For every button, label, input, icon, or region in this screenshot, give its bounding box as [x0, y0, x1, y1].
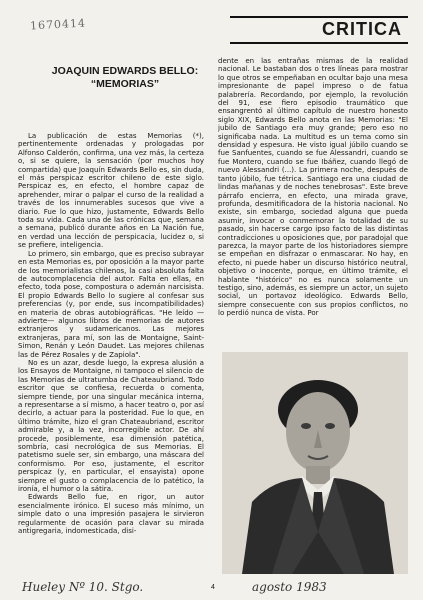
article-title: [45, 65, 205, 91]
section-title: CRITICA: [322, 19, 402, 39]
section-header: [230, 16, 408, 44]
right-text-column: [218, 57, 408, 345]
handwritten-date-note: agosto 1983: [252, 580, 327, 594]
paragraph: Edwards Bello fue, en rigor, un autor esencialmente irónico. El suceso más mínimo, un simple dato o una impresión pasajera le sirvieron regularmente de ocasión para clavar su mirada antigregaria, indomesticada, disi-: [18, 492, 204, 536]
left-text-column: [18, 132, 204, 574]
article-title-line-1: JOAQUIN EDWARDS BELLO:: [51, 65, 199, 77]
paragraph: La publicación de estas Memorias (*), pertinentemente ordenadas y prologadas por Alfonso Calderón, confirma, una vez más, la certeza o, si se quiere, la sensación (por muchos hoy compartida) que Joaquín Edwards Bello es, sin duda, el más perspicaz escritor chileno de este siglo. Perspicaz es, en efecto, el hombre capaz de aprehender, mirar o palpar el curso de la realidad a través de los innumerables sucesos que vive a diario. Fue lo que hizo, justamente, Edwards Bello toda su vida. Cada una de las crónicas que, semana a semana, publicó durante años en La Nación fue, en verdad una lección de perspicacia, lucidez o, si se prefiere, inteligencia.: [18, 132, 204, 250]
paragraph: Lo primero, sin embargo, que es preciso subrayar en esta Memorias es, por oposición a la mayor parte de los memorialistas chilenos, la casi absoluta falta de autocomplacencia del autor. Falta en ellas, en efecto, toda pose, compostura o ademán narcisista. El propio Edwards Bello lo sugiere al confesar sus preferencias (y, por ende, sus incompatibilidades) en materia de obras autobiográficas. "He leído —advierte— algunos libros de memorias de autores extranjeros y sudamericanos. Las mejores extranjeras, para mí, son las de Montaigne, Saint-Simon, Renán y León Daudet. Las mejores chilenas las de Pérez Rosales y de Zapiola".: [18, 248, 204, 359]
author-portrait-photo: [222, 352, 408, 574]
page-number: 4: [211, 584, 215, 591]
handwritten-catalog-number: 1670414: [29, 16, 87, 33]
handwritten-source-note: Hueley Nº 10. Stgo.: [22, 580, 144, 594]
portrait-illustration: [222, 352, 408, 574]
article-title-line-2: “MEMORIAS”: [90, 78, 160, 90]
paragraph: dente en las entrañas mismas de la realidad nacional. Le bastaban dos o tres líneas para mostrar lo que otros se empeñaban en ocultar bajo una mesa impresionante de papel impreso o de fatua palabrería. Recordando, por ejemplo, la revolución del 91, ese fiero episodio traumático que ensangrentó al último capítulo de nuestro honesto siglo XIX, Edwards Bello anota en las Memorias: "El jubilo de Santiago era muy grande; pero eso no significaba nada. La multitud es un tema como sin densidad y espesura. He visto igual júbilo cuando se fue Sanfuentes, cuando se fue Alessandri, cuando se fue Montero, cuando se fue Ibáñez, cuando llegó de nuevo Alessandri (...). La primera noche, después de tanto júbilo, fue tétrica. Santiago era una ciudad de lindas mañanas y de noches tenebrosas". Este breve párrafo encierra, en efecto, una mirada grave, profunda, desmitificadora de la historia nacional. No existe, sin embargo, sociedad alguna que pueda asumir, invocar o conmemorar la totalidad de su pasado, sin hacerse cargo ipso facto de las distintas contradicciones u oposiciones que, por paradojal que parezca, la mayor parte de los historiadores siempre se empeñan en disfrazar o enmascarar. No hay, en efecto, ni puede haber un discurso histórico neutral, objetivo o inocente, porque, en último trámite, el hablante "histórico" no es nunca solamente un testigo, sino, además, es siempre un actor, un sujeto social, un portavoz ideológico. Edwards Bello, siempre consecuente con sus propios conflictos, no lo perdió nunca de vista. Por: [218, 57, 408, 318]
paragraph: No es un azar, desde luego, la expresa alusión a los Ensayos de Montaigne, ni tampoco el silencio de las Memorias de ultratumba de Chateaubriand. Todo escritor que se confiesa, recuerda o comenta, siempre tiende, por una singular mecánica interna, a representarse a sí mismo, a hacer teatro o, por así decirlo, a actuar para la posteridad. Fue lo que, en último trámite, hizo el gran Chateaubriand, escritor admirable y, a la vez, incorregible actor. De ahí procede, posiblemente, esa dimensión patética, sombría, casi necrológica de sus Memorias. El patetismo suele ser, sin embargo, una máscara del conformismo. Por eso, justamente, el escritor perspicaz (y, en particular, el ensayista) opone siempre el gusto o complacencia de lo patético, la ironía, el humor o la sátira.: [18, 357, 204, 494]
